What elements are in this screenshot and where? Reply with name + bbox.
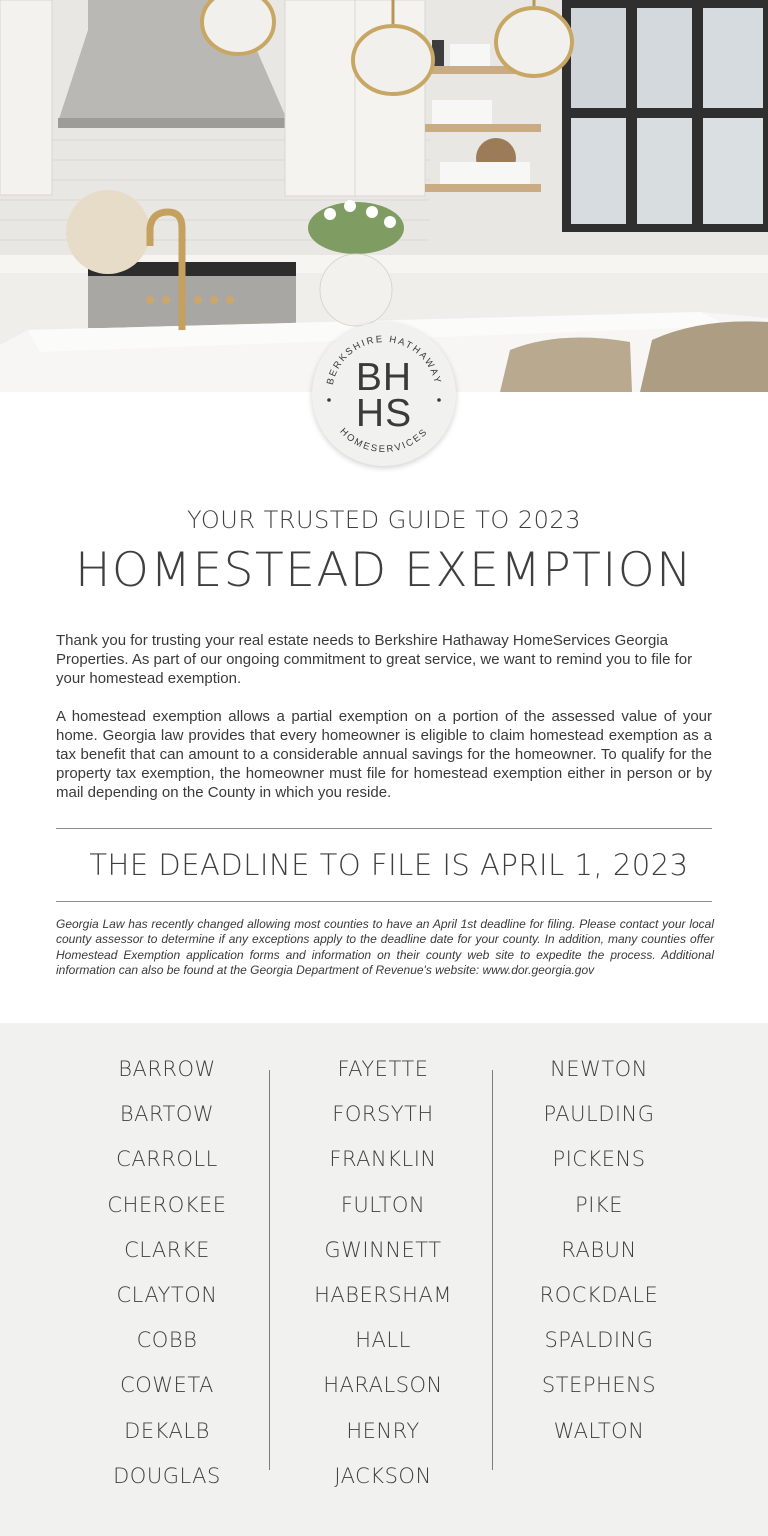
county-name: FULTON	[340, 1192, 426, 1217]
county-name: HARALSON	[323, 1373, 443, 1398]
county-name: FORSYTH	[332, 1102, 434, 1127]
county-name: FAYETTE	[337, 1057, 429, 1081]
county-name: CLAYTON	[116, 1282, 218, 1307]
county-name: RABUN	[561, 1237, 637, 1262]
deadline-heading: THE DEADLINE TO FILE IS APRIL 1, 2023	[89, 848, 689, 882]
county-name: GWINNETT	[324, 1237, 442, 1262]
county-name: SPALDING	[544, 1328, 654, 1353]
county-name: HABERSHAM	[314, 1282, 452, 1307]
county-column-3	[494, 1051, 704, 1458]
county-name: ROCKDALE	[539, 1282, 659, 1307]
county-name: BARTOW	[119, 1102, 215, 1127]
county-name: STEPHENS	[541, 1373, 657, 1398]
divider-top	[56, 828, 712, 829]
legal-note: Georgia Law has recently changed allowing most counties to have an April 1st deadline for filing. Please contact your local county assessor to determine if any exceptions apply to the deadline date for your county. In addition, many counties offer Homestead Exemption application forms and information on their county web site to expedite the process. Additional information can also be found at the Georgia Department of Revenue's website: www.dor.georgia.gov	[56, 917, 714, 977]
county-name: COBB	[136, 1328, 198, 1353]
county-column-2	[278, 1051, 488, 1503]
county-name: FRANKLIN	[329, 1147, 437, 1172]
county-name: PICKENS	[552, 1147, 646, 1172]
county-name: DOUGLAS	[113, 1463, 221, 1488]
divider-bottom	[56, 901, 712, 902]
county-name: COWETA	[120, 1373, 214, 1398]
county-column-1	[62, 1051, 272, 1503]
guide-title: HOMESTEAD EXEMPTION	[75, 543, 693, 598]
county-list-panel	[0, 1023, 768, 1536]
county-name: PIKE	[575, 1192, 623, 1217]
explanation-paragraph: A homestead exemption allows a partial exemption on a portion of the assessed value of your home. Georgia law provides that every homeowner is eligible to claim homestead exemption as a tax benefit that can amount to a considerable annual savings for the homeowner. To qualify for the property tax exemption, the homeowner must file for homestead exemption either in person or by mail depending on the County in which you reside.	[56, 708, 712, 801]
county-name: HALL	[355, 1328, 411, 1353]
column-divider-2	[492, 1070, 493, 1470]
logo-ring-top-text: BERKSHIRE HATHAWAY	[324, 333, 444, 386]
column-divider-1	[269, 1070, 270, 1470]
county-name: WALTON	[553, 1418, 645, 1443]
county-name: CHEROKEE	[107, 1192, 227, 1217]
logo-monogram-bh: BH	[355, 356, 413, 399]
county-name: CARROLL	[116, 1147, 218, 1172]
guide-subtitle: YOUR TRUSTED GUIDE TO 2023	[187, 506, 581, 534]
bhhs-logo-seal	[312, 322, 456, 466]
county-name: PAULDING	[543, 1102, 655, 1127]
county-name: BARROW	[118, 1057, 216, 1081]
county-name: JACKSON	[334, 1463, 432, 1488]
logo-ring-bottom-text: HOMESERVICES	[337, 426, 431, 456]
logo-monogram-hs: HS	[355, 392, 413, 435]
intro-paragraph: Thank you for trusting your real estate needs to Berkshire Hathaway HomeServices Georgia Properties. As part of our ongoing commitment to great service, we want to remind you to file for your homestead exemption.	[56, 632, 693, 687]
county-name: NEWTON	[550, 1057, 648, 1081]
county-name: DEKALB	[124, 1418, 210, 1443]
county-name: CLARKE	[124, 1237, 210, 1262]
county-name: HENRY	[346, 1418, 420, 1443]
